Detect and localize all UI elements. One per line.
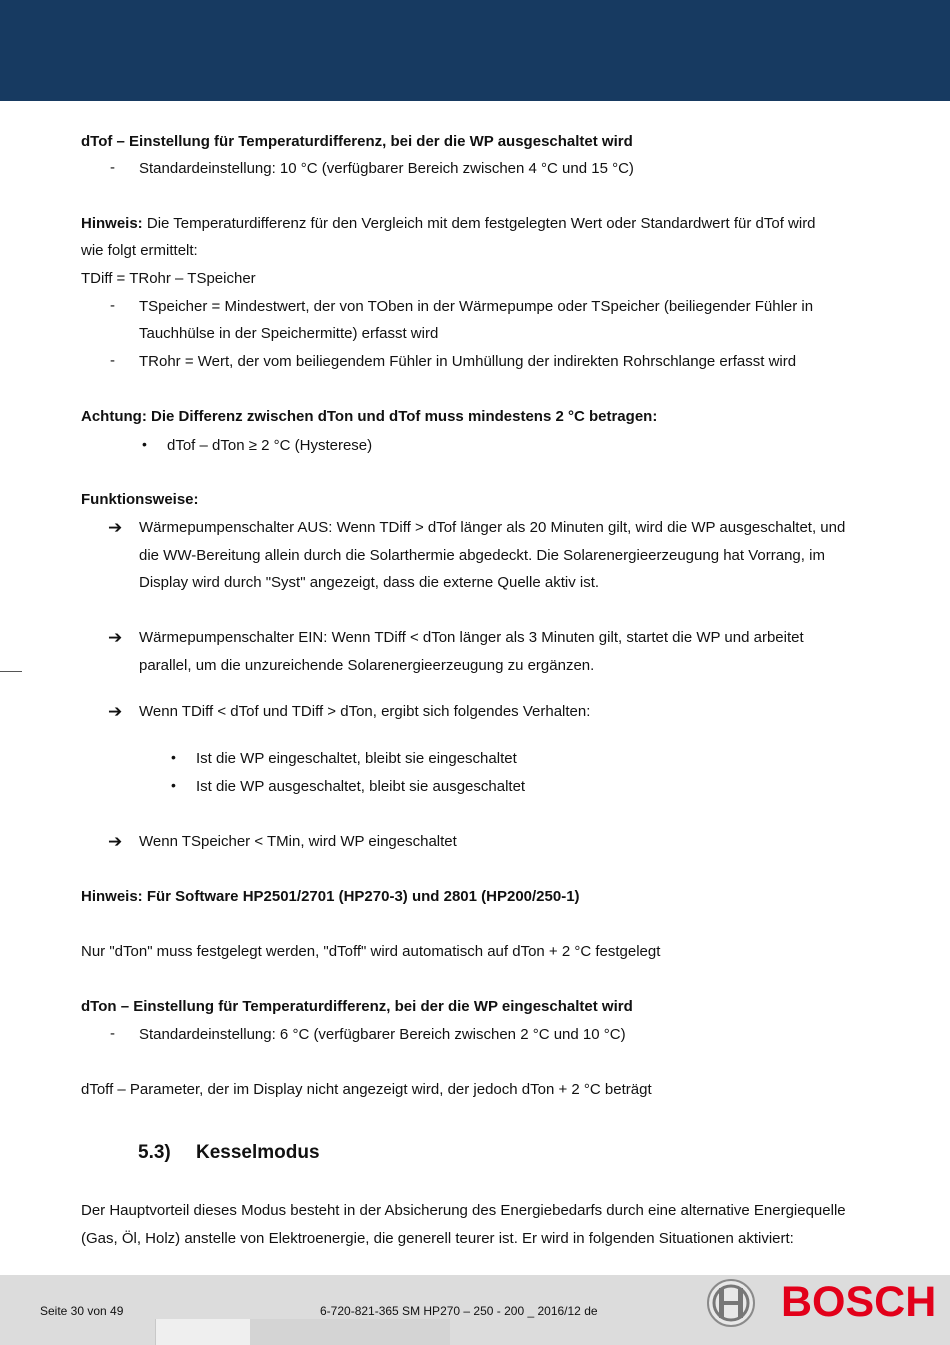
dtoff-line: dToff – Parameter, der im Display nicht angezeigt wird, der jedoch dTon + 2 °C beträgt — [81, 1081, 652, 1098]
dash-marker: - — [110, 159, 115, 176]
header-bar — [0, 0, 950, 101]
hinweis-text-line2: wie folgt ermittelt: — [81, 242, 198, 259]
hinweis-label: Hinweis: — [81, 215, 143, 232]
document-id: 6-720-821-365 SM HP270 – 250 - 200 _ 2016/12 de — [320, 1304, 598, 1318]
dton-default: Standardeinstellung: 6 °C (verfügbarer Bereich zwischen 2 °C und 10 °C) — [139, 1026, 626, 1043]
tdiff-formula: TDiff = TRohr – TSpeicher — [81, 270, 256, 287]
ein-line1: Wärmepumpenschalter EIN: Wenn TDiff < dTon länger als 3 Minuten gilt, startet die WP und arbeitet — [139, 629, 804, 646]
software-hinweis-text: Nur "dTon" muss festgelegt werden, "dToff" wird automatisch auf dTon + 2 °C festgelegt — [81, 943, 661, 960]
funktion-heading: Funktionsweise: — [81, 491, 199, 508]
tspeicher-line2: Tauchhülse in der Speichermitte) erfasst wird — [139, 325, 439, 342]
tspeicher-line1: TSpeicher = Mindestwert, der von TOben in der Wärmepumpe oder TSpeicher (beiliegender Fühler in — [139, 298, 814, 315]
hinweis-text-line1: Die Temperaturdifferenz für den Vergleich mit dem festgelegten Wert oder Standardwert für dTof wird — [142, 215, 816, 232]
bullet-marker: • — [171, 749, 176, 765]
section-text-line2: (Gas, Öl, Holz) anstelle von Elektroenergie, die generell teurer ist. Er wird in folgenden Situationen aktiviert: — [81, 1230, 794, 1247]
aus-line3: Display wird durch "Syst" angezeigt, dass die externe Quelle aktiv ist. — [139, 574, 600, 591]
ein-line2: parallel, um die unzureichende Solarenergieerzeugung zu ergänzen. — [139, 657, 595, 674]
page-number: Seite 30 von 49 — [40, 1304, 124, 1318]
dash-marker: - — [110, 352, 115, 369]
bosch-armature-icon — [706, 1278, 756, 1332]
arrow-icon: ➔ — [108, 702, 123, 721]
dton-heading: dTon – Einstellung für Temperaturdifferenz, bei der die WP eingeschaltet wird — [81, 998, 633, 1015]
software-hinweis-heading: Hinweis: Für Software HP2501/2701 (HP270-3) und 2801 (HP200/250-1) — [81, 888, 580, 905]
verhalten-line: Wenn TDiff < dTof und TDiff > dTon, ergibt sich folgendes Verhalten: — [139, 703, 591, 720]
dtof-heading: dTof – Einstellung für Temperaturdifferenz, bei der die WP ausgeschaltet wird — [81, 133, 633, 150]
aus-line1: Wärmepumpenschalter AUS: Wenn TDiff > dTof länger als 20 Minuten gilt, wird die WP ausgeschaltet, und — [139, 519, 846, 536]
section-text-line1: Der Hauptvorteil dieses Modus besteht in der Absicherung des Energiebedarfs durch eine alternative Energiequelle — [81, 1202, 846, 1219]
arrow-icon: ➔ — [108, 518, 123, 537]
hinweis-paragraph — [81, 214, 816, 234]
trohr-line: TRohr = Wert, der vom beiliegendem Fühler in Umhüllung der indirekten Rohrschlange erfasst wird — [139, 353, 797, 370]
section-title — [138, 1140, 320, 1166]
dash-marker: - — [110, 297, 115, 314]
hysterese-bullet: dTof – dTon ≥ 2 °C (Hysterese) — [167, 437, 373, 454]
ausgeschaltet-bullet: Ist die WP ausgeschaltet, bleibt sie ausgeschaltet — [196, 778, 526, 795]
eingeschaltet-bullet: Ist die WP eingeschaltet, bleibt sie eingeschaltet — [196, 750, 517, 767]
bullet-marker: • — [142, 436, 147, 452]
footer-tab-strip — [155, 1319, 251, 1345]
footer-tab-strip — [250, 1319, 450, 1345]
arrow-icon: ➔ — [108, 832, 123, 851]
margin-mark — [0, 671, 22, 672]
achtung-heading: Achtung: Die Differenz zwischen dTon und dTof muss mindestens 2 °C betragen: — [81, 408, 658, 425]
arrow-icon: ➔ — [108, 628, 123, 647]
section-number: 5.3) — [138, 1142, 171, 1163]
aus-line2: die WW-Bereitung allein durch die Solarthermie abgedeckt. Die Solarenergieerzeugung hat Vorrang, im — [139, 547, 825, 564]
bosch-logo: BOSCH — [781, 1278, 937, 1326]
bullet-marker: • — [171, 777, 176, 793]
section-title-text: Kesselmodus — [196, 1142, 320, 1163]
dtof-default: Standardeinstellung: 10 °C (verfügbarer Bereich zwischen 4 °C und 15 °C) — [139, 160, 634, 177]
tmin-line: Wenn TSpeicher < TMin, wird WP eingeschaltet — [139, 833, 457, 850]
dash-marker: - — [110, 1025, 115, 1042]
